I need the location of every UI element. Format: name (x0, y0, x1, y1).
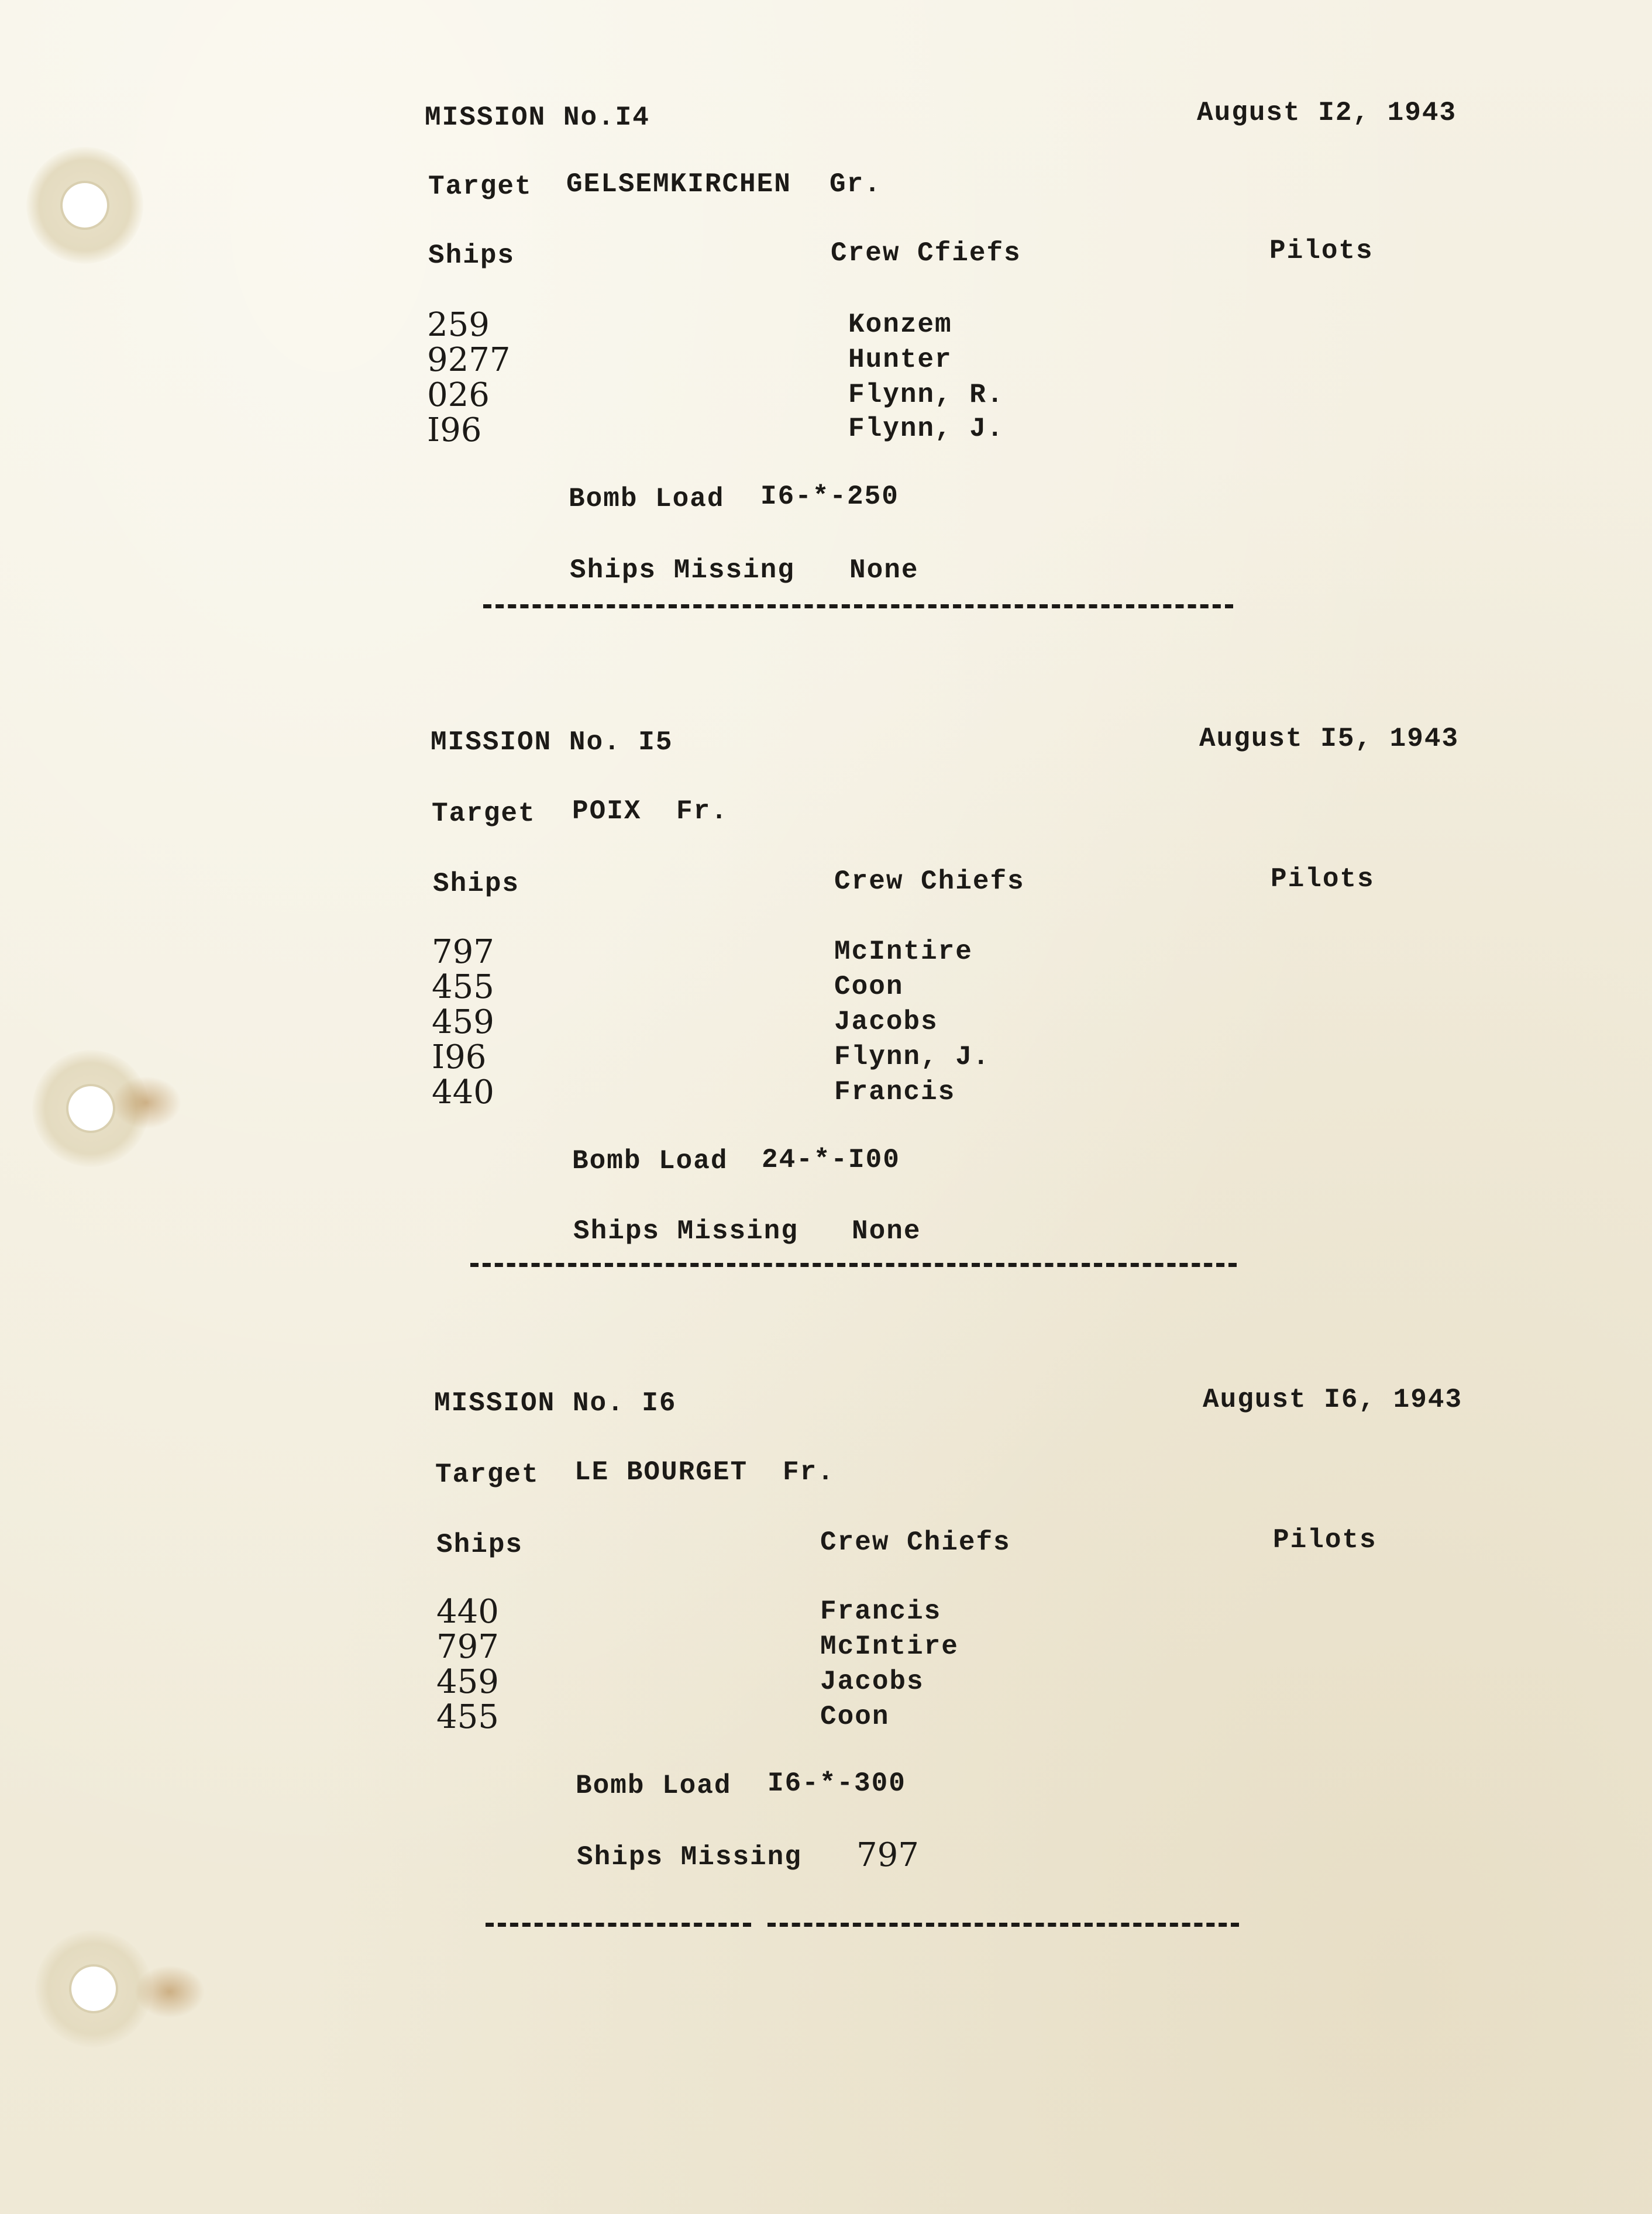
bomb-load-value: I6-*-300 (768, 1768, 906, 1799)
mission-title: MISSION No.I4 (425, 102, 650, 133)
crew-chief: McIntire (834, 936, 973, 967)
target-label: Target (435, 1459, 539, 1490)
crew-chief: Jacobs (820, 1666, 924, 1697)
ship-number: 459 (436, 1663, 499, 1701)
ships-missing-label: Ships Missing (573, 1216, 799, 1247)
crew-chief: Coon (820, 1702, 890, 1732)
ship-number: 455 (436, 1698, 499, 1736)
ship-number: 455 (432, 968, 494, 1006)
target-label: Target (428, 171, 532, 202)
ships-header: Ships (433, 869, 520, 899)
ship-number: 797 (436, 1628, 499, 1666)
mission-date: August I6, 1943 (1203, 1385, 1463, 1415)
target-label: Target (432, 798, 536, 829)
ships-missing-value: 797 (856, 1836, 919, 1874)
pilots-header: Pilots (1271, 864, 1375, 894)
ships-header: Ships (436, 1530, 524, 1560)
separator-rule (768, 1923, 1239, 1927)
separator-rule (486, 1923, 751, 1927)
crew-chief: Konzem (848, 309, 952, 340)
separator-rule (483, 604, 1233, 608)
ship-number: I96 (432, 1038, 487, 1076)
target-name: LE BOURGET (574, 1457, 748, 1488)
ships-missing-value: None (849, 555, 919, 586)
crew-chief: Flynn, J. (834, 1042, 990, 1072)
crew-chief: Hunter (848, 345, 952, 375)
crew-chief: Flynn, R. (848, 380, 1004, 410)
rust-stain (111, 1076, 181, 1129)
ship-number: 9277 (427, 341, 511, 379)
mission-title: MISSION No. I5 (431, 727, 673, 757)
target-name: GELSEMKIRCHEN (566, 169, 791, 199)
rust-stain (135, 1965, 205, 2018)
ships-missing-label: Ships Missing (577, 1842, 802, 1872)
bomb-load-label: Bomb Load (569, 484, 725, 514)
separator-rule (470, 1263, 1237, 1267)
ships-header: Ships (428, 240, 515, 271)
mission-title: MISSION No. I6 (434, 1388, 677, 1418)
target-name: POIX (572, 796, 642, 827)
ship-number: 797 (432, 933, 494, 971)
crew-chief: Flynn, J. (848, 414, 1004, 444)
ship-number: 459 (432, 1003, 494, 1041)
ship-number: 259 (427, 306, 490, 344)
target-country: Fr. (676, 796, 728, 827)
bomb-load-value: 24-*-I00 (762, 1145, 900, 1175)
ship-number: 440 (436, 1593, 499, 1631)
crew-chief: Francis (820, 1596, 942, 1627)
bomb-load-label: Bomb Load (576, 1771, 732, 1801)
mission-date: August I5, 1943 (1199, 724, 1460, 754)
ships-missing-value: None (852, 1216, 921, 1247)
binder-hole-top (26, 147, 143, 264)
crew-chiefs-header: Crew Cfiefs (831, 238, 1021, 268)
target-country: Gr. (830, 169, 882, 199)
crew-chief: Francis (834, 1077, 956, 1107)
mission-date: August I2, 1943 (1197, 98, 1457, 128)
bomb-load-label: Bomb Load (572, 1146, 728, 1176)
pilots-header: Pilots (1269, 236, 1374, 266)
bomb-load-value: I6-*-250 (760, 481, 899, 512)
crew-chief: Coon (834, 972, 904, 1002)
crew-chiefs-header: Crew Chiefs (820, 1527, 1011, 1558)
crew-chiefs-header: Crew Chiefs (834, 866, 1025, 897)
crew-chief: Jacobs (834, 1007, 938, 1037)
pilots-header: Pilots (1273, 1525, 1377, 1555)
crew-chief: McIntire (820, 1631, 959, 1662)
ship-number: 440 (432, 1073, 494, 1111)
ship-number: I96 (427, 411, 482, 449)
ship-number: 026 (427, 376, 490, 414)
target-country: Fr. (783, 1457, 835, 1488)
ships-missing-label: Ships Missing (570, 555, 795, 586)
